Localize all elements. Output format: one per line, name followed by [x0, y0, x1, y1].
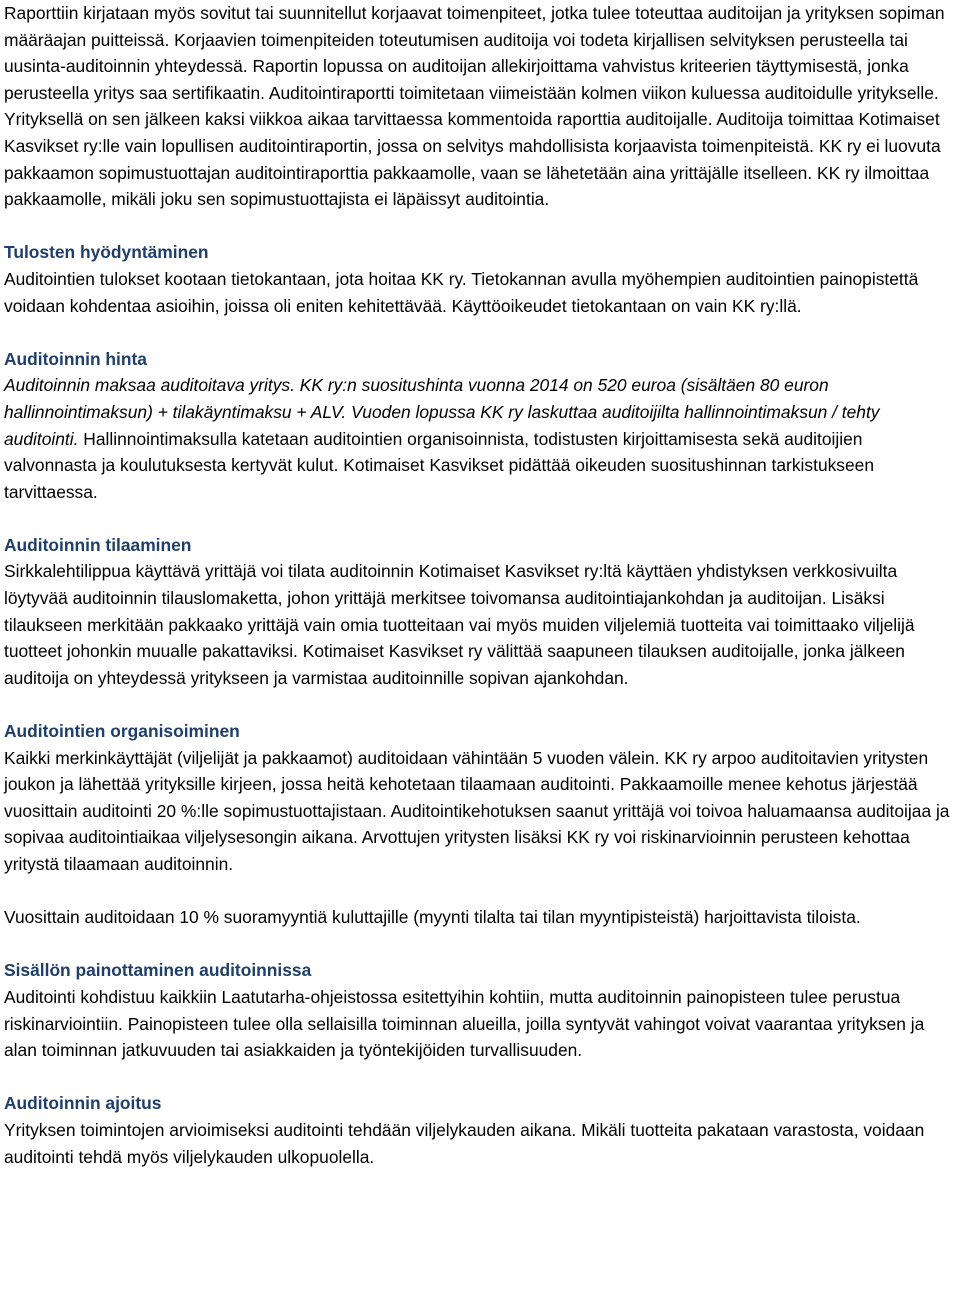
paragraph-tulosten-hyodyntaminen: Auditointien tulokset kootaan tietokantaan, jota hoitaa KK ry. Tietokannan avulla myöhempien auditointien painopistettä voidaan kohdentaa asioihin, joissa oli eniten kehitettävää. Käyttöoikeudet tietokantaan on vain KK ry:llä.: [4, 268, 919, 316]
heading-auditoinnin-ajoitus: Auditoinnin ajoitus: [4, 1093, 162, 1114]
intro-paragraph: [4, 0, 954, 213]
heading-auditointien-organisoiminen: Auditointien organisoiminen: [4, 721, 240, 742]
heading-tulosten-hyodyntaminen: Tulosten hyödyntäminen: [4, 242, 209, 263]
intro-text-part2: Auditointiraportti toimitetaan viimeistään kolmen viikon kuluessa auditoidulle yritykselle. Yrityksellä on sen jälkeen kaksi viikkoa aikaa tarvittaessa kommentoida raporttia auditoijalle. Auditoija toimittaa Kotimaiset Kasvikset ry:lle vain lopullisen auditointiraportin, jossa on selvitys mahdollisista korjaavista toimenpiteistä. KK ry ei luovuta pakkaamon sopimustuottajan auditointiraporttia pakkaamolle, vaan se lähetetään aina yrittäjälle itselleen. KK ry ilmoittaa pakkaamolle, mikäli joku sen sopimustuottajista ei läpäissyt auditointia.: [4, 82, 941, 210]
document-page: [4, 0, 954, 1170]
paragraph-suoramyynti: Vuosittain auditoidaan 10 % suoramyyntiä kuluttajille (myynti tilalta tai tilan myyntipisteistä) harjoittavista tiloista.: [4, 907, 861, 928]
heading-sisallon-painottaminen: Sisällön painottaminen auditoinnissa: [4, 960, 312, 981]
paragraph-sisallon-painottaminen: Auditointi kohdistuu kaikkiin Laatutarha-ohjeistossa esitettyihin kohtiin, mutta auditoinnin painopisteen tulee perustua riskinarviointiin. Painopisteen tulee olla sellaisilla toiminnan alueilla, joilla syntyvät vahingot voivat vaarantaa yrityksen ja alan toiminnan jatkuvuuden tai asiakkaiden ja työntekijöiden turvallisuuden.: [4, 986, 925, 1061]
hinta-italic-text: Auditoinnin maksaa auditoitava yritys. KK ry:n suositushinta vuonna 2014 on 520 euroa (sisältäen 80 euron hallinnointimaksun) + tilakäyntimaksu + ALV. Vuoden lopussa KK ry laskuttaa auditoijilta hallinnointimaksun / tehty auditointi.: [4, 375, 880, 449]
paragraph-auditointien-organisoiminen: Kaikki merkinkäyttäjät (viljelijät ja pakkaamot) auditoidaan vähintään 5 vuoden välein. KK ry arpoo auditoitavien yritysten joukon ja lähettää yrityksille kirjeen, jossa heitä kehotetaan tilaamaan auditointi. Pakkaamoille menee kehotus järjestää vuosittain auditointi 20 %:lle sopimustuottajistaan. Auditointikehotuksen saanut yrittäjä voi toivoa haluamaansa auditoijaa ja sopivaa auditointiaikaa viljelysesongin aikana. Arvottujen yritysten lisäksi KK ry voi riskinarvioinnin perusteen kehottaa yritystä tilaamaan auditoinnin.: [4, 747, 950, 874]
paragraph-auditoinnin-hinta: [4, 372, 954, 505]
heading-auditoinnin-hinta: Auditoinnin hinta: [4, 348, 147, 369]
paragraph-auditoinnin-ajoitus: Yrityksen toimintojen arvioimiseksi auditointi tehdään viljelykauden aikana. Mikäli tuotteita pakataan varastosta, voidaan auditointi tehdä myös viljelykauden ulkopuolella.: [4, 1119, 925, 1167]
intro-text-part1: Raporttiin kirjataan myös sovitut tai suunnitellut korjaavat toimenpiteet, jotka tulee toteuttaa auditoijan ja yrityksen sopiman määräajan puitteissä. Korjaavien toimenpiteiden toteutumisen auditoija voi todeta kirjallisen selvityksen perusteella tai uusinta-auditoinnin yhteydessä. Raportin lopussa on auditoijan allekirjoittama vahvistus kriteerien täyttymisestä, jonka perusteella yritys saa sertifikaatin.: [4, 3, 945, 103]
heading-auditoinnin-tilaaminen: Auditoinnin tilaaminen: [4, 534, 192, 555]
paragraph-auditoinnin-tilaaminen: Sirkkalehtilippua käyttävä yrittäjä voi tilata auditoinnin Kotimaiset Kasvikset ry:ltä käyttäen yhdistyksen verkkosivuilta löytyvää auditoinnin tilauslomaketta, johon yrittäjä merkitsee toivomansa auditointiajankohdan ja auditoijan. Lisäksi tilaukseen merkitään pakkaako yrittäjä vain omia tuotteitaan vai myös muiden viljelemiä tuotteita vai toimittaako viljelijä tuotteet johonkin muualle pakattaviksi. Kotimaiset Kasvikset ry välittää saapuneen tilauksen auditoijalle, jonka jälkeen auditoija on yhteydessä yritykseen ja varmistaa auditoinnille sopivan ajankohdan.: [4, 561, 915, 688]
hinta-regular-text: Hallinnointimaksulla katetaan auditointien organisoinnista, todistusten kirjoittamisesta sekä auditoijien valvonnasta ja koulutuksesta kertyvät kulut. Kotimaiset Kasvikset pidättää oikeuden suositushinnan tarkistukseen tarvittaessa.: [4, 428, 875, 502]
